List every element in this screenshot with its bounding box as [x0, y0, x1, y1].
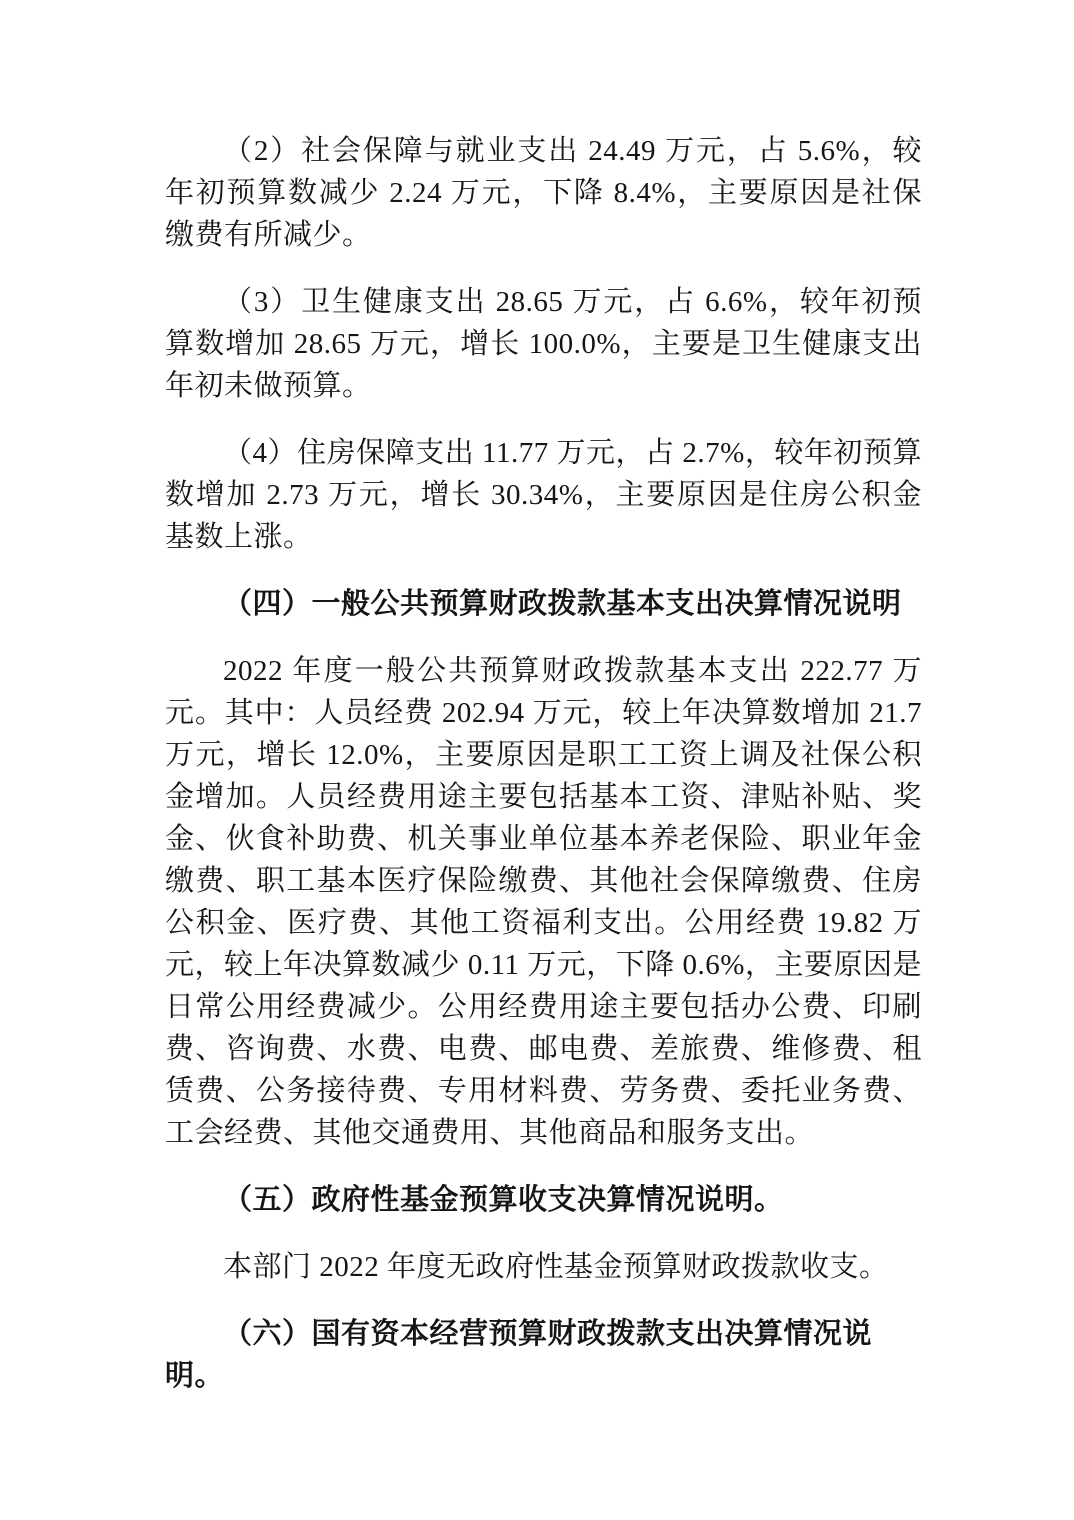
paragraph-government-fund-note: 本部门 2022 年度无政府性基金预算财政拨款收支。 [223, 1251, 889, 1283]
section-heading-basic-expenditure: （四）一般公共预算财政拨款基本支出决算情况说明 [223, 588, 902, 620]
section-heading-state-capital-budget: （六）国有资本经营预算财政拨款支出决算情况说明。 [165, 1318, 873, 1392]
paragraph-basic-expenditure-detail: 2022 年度一般公共预算财政拨款基本支出 222.77 万元。其中：人员经费 202.94 万元，较上年决算数增加 21.7 万元，增长 12.0%，主要原因是职工工资上调及社保公积金增加。人员经费用途主要包括基本工资、津贴补贴、奖金、伙食补助费、机关事业单位基本养老保险、职业年金缴费、职工基本医疗保险缴费、其他社会保障缴费、住房公积金、医疗费、其他工资福利支出。公用经费 19.82 万元，较上年决算数减少 0.11 万元，下降 0.6%，主要原因是日常公用经费减少。公用经费用途主要包括办公费、印刷费、咨询费、水费、电费、邮电费、差旅费、维修费、租赁费、公务接待费、专用材料费、劳务费、委托业务费、工会经费、其他交通费用、其他商品和服务支出。 [165, 655, 922, 1149]
paragraph-social-security-expenditure: （2）社会保障与就业支出 24.49 万元，占 5.6%，较年初预算数减少 2.24 万元，下降 8.4%，主要原因是社保缴费有所减少。 [165, 135, 922, 251]
paragraph-health-expenditure: （3）卫生健康支出 28.65 万元，占 6.6%，较年初预算数增加 28.65 万元，增长 100.0%，主要是卫生健康支出年初未做预算。 [165, 286, 922, 402]
paragraph-housing-expenditure: （4）住房保障支出 11.77 万元，占 2.7%，较年初预算数增加 2.73 万元，增长 30.34%，主要原因是住房公积金基数上涨。 [165, 437, 922, 553]
section-heading-government-fund-budget: （五）政府性基金预算收支决算情况说明。 [223, 1184, 784, 1216]
